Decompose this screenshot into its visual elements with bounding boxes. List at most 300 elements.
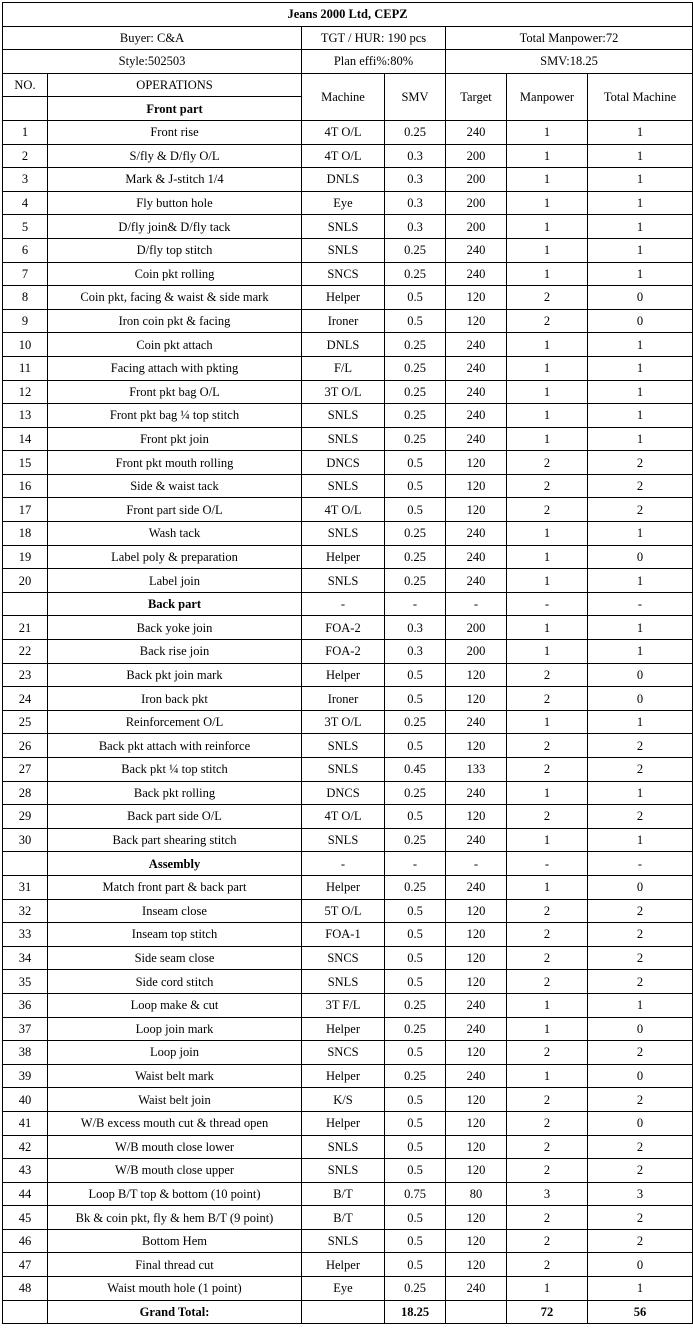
op-number: 18 bbox=[3, 522, 48, 546]
op-name: Bottom Hem bbox=[48, 1229, 302, 1253]
op-total-machine: 1 bbox=[588, 404, 693, 428]
op-manpower: 1 bbox=[507, 262, 588, 286]
table-row bbox=[3, 946, 693, 970]
op-smv: 0.25 bbox=[385, 1277, 446, 1301]
op-number: 24 bbox=[3, 687, 48, 711]
op-name: Loop make & cut bbox=[48, 993, 302, 1017]
op-target: 240 bbox=[446, 356, 507, 380]
op-target: 240 bbox=[446, 781, 507, 805]
op-number: 31 bbox=[3, 875, 48, 899]
plan-efficiency-cell: Plan effi%:80% bbox=[302, 50, 446, 74]
op-name: Front pkt bag O/L bbox=[48, 380, 302, 404]
op-smv: 0.5 bbox=[385, 1159, 446, 1183]
op-number: 48 bbox=[3, 1277, 48, 1301]
op-target: 120 bbox=[446, 734, 507, 758]
op-number: 4 bbox=[3, 191, 48, 215]
op-target: 133 bbox=[446, 758, 507, 782]
op-machine: Helper bbox=[302, 1111, 385, 1135]
op-number: 19 bbox=[3, 545, 48, 569]
op-target: 120 bbox=[446, 1253, 507, 1277]
op-smv: 0.5 bbox=[385, 1206, 446, 1230]
grand-total-machine: 56 bbox=[588, 1300, 693, 1324]
table-row bbox=[3, 238, 693, 262]
section-dash: - bbox=[302, 852, 385, 876]
op-target: 120 bbox=[446, 286, 507, 310]
op-total-machine: 0 bbox=[588, 663, 693, 687]
op-machine: DNLS bbox=[302, 333, 385, 357]
op-total-machine: 0 bbox=[588, 1111, 693, 1135]
section-heading: Back part bbox=[48, 592, 302, 616]
op-target: 120 bbox=[446, 1088, 507, 1112]
op-target: 240 bbox=[446, 522, 507, 546]
op-smv: 0.5 bbox=[385, 923, 446, 947]
op-smv: 0.5 bbox=[385, 734, 446, 758]
op-name: Back pkt rolling bbox=[48, 781, 302, 805]
op-machine: SNLS bbox=[302, 970, 385, 994]
op-machine: 3T F/L bbox=[302, 993, 385, 1017]
section-heading-front-part: Front part bbox=[48, 97, 302, 121]
op-total-machine: 1 bbox=[588, 262, 693, 286]
op-total-machine: 2 bbox=[588, 1159, 693, 1183]
table-row bbox=[3, 404, 693, 428]
op-total-machine: 2 bbox=[588, 498, 693, 522]
table-row bbox=[3, 1088, 693, 1112]
op-manpower: 1 bbox=[507, 1277, 588, 1301]
op-machine: SNLS bbox=[302, 734, 385, 758]
table-row bbox=[3, 970, 693, 994]
op-machine: SNLS bbox=[302, 758, 385, 782]
op-manpower: 2 bbox=[507, 1135, 588, 1159]
op-target: 240 bbox=[446, 262, 507, 286]
table-row bbox=[3, 1277, 693, 1301]
op-smv: 0.25 bbox=[385, 333, 446, 357]
op-target: 120 bbox=[446, 1229, 507, 1253]
section-dash: - bbox=[302, 592, 385, 616]
op-name: Inseam close bbox=[48, 899, 302, 923]
op-target: 120 bbox=[446, 498, 507, 522]
op-number: 17 bbox=[3, 498, 48, 522]
op-name: Back rise join bbox=[48, 640, 302, 664]
op-name: Front pkt bag ¼ top stitch bbox=[48, 404, 302, 428]
op-name: Loop B/T top & bottom (10 point) bbox=[48, 1182, 302, 1206]
op-manpower: 1 bbox=[507, 616, 588, 640]
op-target: 80 bbox=[446, 1182, 507, 1206]
op-smv: 0.5 bbox=[385, 687, 446, 711]
op-total-machine: 1 bbox=[588, 569, 693, 593]
op-manpower: 1 bbox=[507, 238, 588, 262]
op-manpower: 2 bbox=[507, 1041, 588, 1065]
op-name: Side & waist tack bbox=[48, 474, 302, 498]
table-row bbox=[3, 1064, 693, 1088]
op-number: 16 bbox=[3, 474, 48, 498]
op-smv: 0.5 bbox=[385, 970, 446, 994]
op-name: Reinforcement O/L bbox=[48, 710, 302, 734]
op-name: Facing attach with pkting bbox=[48, 356, 302, 380]
op-number: 21 bbox=[3, 616, 48, 640]
table-row bbox=[3, 498, 693, 522]
op-machine: SNLS bbox=[302, 427, 385, 451]
op-manpower: 1 bbox=[507, 545, 588, 569]
op-machine: K/S bbox=[302, 1088, 385, 1112]
op-smv: 0.3 bbox=[385, 144, 446, 168]
op-total-machine: 2 bbox=[588, 474, 693, 498]
op-name: Front pkt join bbox=[48, 427, 302, 451]
op-name: Match front part & back part bbox=[48, 875, 302, 899]
op-total-machine: 1 bbox=[588, 522, 693, 546]
op-machine: 4T O/L bbox=[302, 120, 385, 144]
op-number: 2 bbox=[3, 144, 48, 168]
op-target: 120 bbox=[446, 946, 507, 970]
op-total-machine: 2 bbox=[588, 451, 693, 475]
op-machine: 3T O/L bbox=[302, 380, 385, 404]
op-number: 32 bbox=[3, 899, 48, 923]
op-total-machine: 1 bbox=[588, 781, 693, 805]
op-target: 120 bbox=[446, 970, 507, 994]
op-machine: DNCS bbox=[302, 781, 385, 805]
section-no-blank bbox=[3, 592, 48, 616]
op-smv: 0.3 bbox=[385, 191, 446, 215]
op-name: Bk & coin pkt, fly & hem B/T (9 point) bbox=[48, 1206, 302, 1230]
op-smv: 0.5 bbox=[385, 474, 446, 498]
op-name: Back yoke join bbox=[48, 616, 302, 640]
op-manpower: 2 bbox=[507, 451, 588, 475]
header-target: Target bbox=[446, 73, 507, 120]
op-total-machine: 2 bbox=[588, 970, 693, 994]
op-target: 200 bbox=[446, 168, 507, 192]
op-target: 240 bbox=[446, 238, 507, 262]
op-smv: 0.5 bbox=[385, 451, 446, 475]
op-machine: SNLS bbox=[302, 215, 385, 239]
op-target: 240 bbox=[446, 1017, 507, 1041]
op-total-machine: 0 bbox=[588, 1017, 693, 1041]
total-machine-type-blank bbox=[302, 1300, 385, 1324]
op-number: 29 bbox=[3, 805, 48, 829]
section-dash: - bbox=[507, 592, 588, 616]
table-row bbox=[3, 474, 693, 498]
table-row bbox=[3, 545, 693, 569]
op-number: 22 bbox=[3, 640, 48, 664]
op-number: 13 bbox=[3, 404, 48, 428]
op-machine: FOA-2 bbox=[302, 616, 385, 640]
op-total-machine: 0 bbox=[588, 875, 693, 899]
op-manpower: 1 bbox=[507, 215, 588, 239]
section-heading: Assembly bbox=[48, 852, 302, 876]
op-manpower: 2 bbox=[507, 946, 588, 970]
table-row bbox=[3, 144, 693, 168]
op-manpower: 1 bbox=[507, 191, 588, 215]
op-smv: 0.25 bbox=[385, 120, 446, 144]
op-target: 200 bbox=[446, 640, 507, 664]
table-row bbox=[3, 1182, 693, 1206]
op-number: 39 bbox=[3, 1064, 48, 1088]
op-manpower: 2 bbox=[507, 474, 588, 498]
table-row bbox=[3, 215, 693, 239]
op-name: W/B excess mouth cut & thread open bbox=[48, 1111, 302, 1135]
target-per-hour-cell: TGT / HUR: 190 pcs bbox=[302, 26, 446, 50]
table-row bbox=[3, 1017, 693, 1041]
grand-total-manpower: 72 bbox=[507, 1300, 588, 1324]
op-smv: 0.25 bbox=[385, 710, 446, 734]
op-smv: 0.5 bbox=[385, 1253, 446, 1277]
op-number: 42 bbox=[3, 1135, 48, 1159]
section-dash: - bbox=[385, 852, 446, 876]
op-smv: 0.5 bbox=[385, 286, 446, 310]
op-target: 240 bbox=[446, 828, 507, 852]
header-manpower: Manpower bbox=[507, 73, 588, 120]
op-total-machine: 2 bbox=[588, 1041, 693, 1065]
op-machine: Helper bbox=[302, 1017, 385, 1041]
op-smv: 0.25 bbox=[385, 993, 446, 1017]
op-name: Fly button hole bbox=[48, 191, 302, 215]
op-smv: 0.5 bbox=[385, 1088, 446, 1112]
op-smv: 0.45 bbox=[385, 758, 446, 782]
op-machine: SNLS bbox=[302, 1159, 385, 1183]
table-row bbox=[3, 191, 693, 215]
table-row bbox=[3, 1041, 693, 1065]
op-manpower: 2 bbox=[507, 734, 588, 758]
op-number: 38 bbox=[3, 1041, 48, 1065]
op-target: 120 bbox=[446, 1111, 507, 1135]
op-manpower: 2 bbox=[507, 1088, 588, 1112]
op-smv: 0.25 bbox=[385, 404, 446, 428]
op-target: 240 bbox=[446, 710, 507, 734]
op-name: S/fly & D/fly O/L bbox=[48, 144, 302, 168]
table-row bbox=[3, 875, 693, 899]
section-dash: - bbox=[446, 592, 507, 616]
op-manpower: 1 bbox=[507, 120, 588, 144]
op-manpower: 1 bbox=[507, 522, 588, 546]
op-smv: 0.25 bbox=[385, 238, 446, 262]
header-total-machine: Total Machine bbox=[588, 73, 693, 120]
op-machine: 3T O/L bbox=[302, 710, 385, 734]
op-total-machine: 1 bbox=[588, 1277, 693, 1301]
op-total-machine: 2 bbox=[588, 899, 693, 923]
op-machine: 4T O/L bbox=[302, 805, 385, 829]
op-machine: Ironer bbox=[302, 309, 385, 333]
op-name: Coin pkt attach bbox=[48, 333, 302, 357]
table-row bbox=[3, 993, 693, 1017]
company-title: Jeans 2000 Ltd, CEPZ bbox=[3, 3, 693, 27]
op-manpower: 2 bbox=[507, 970, 588, 994]
op-manpower: 1 bbox=[507, 781, 588, 805]
table-row bbox=[3, 356, 693, 380]
op-machine: Helper bbox=[302, 286, 385, 310]
table-row bbox=[3, 168, 693, 192]
op-name: Inseam top stitch bbox=[48, 923, 302, 947]
op-target: 200 bbox=[446, 616, 507, 640]
op-total-machine: 0 bbox=[588, 1253, 693, 1277]
op-machine: FOA-1 bbox=[302, 923, 385, 947]
op-manpower: 1 bbox=[507, 569, 588, 593]
op-total-machine: 0 bbox=[588, 545, 693, 569]
op-manpower: 1 bbox=[507, 710, 588, 734]
op-number: 8 bbox=[3, 286, 48, 310]
op-total-machine: 1 bbox=[588, 120, 693, 144]
op-machine: 4T O/L bbox=[302, 498, 385, 522]
section-dash: - bbox=[507, 852, 588, 876]
op-number: 5 bbox=[3, 215, 48, 239]
op-target: 120 bbox=[446, 474, 507, 498]
op-machine: Helper bbox=[302, 545, 385, 569]
op-target: 200 bbox=[446, 144, 507, 168]
table-row bbox=[3, 1159, 693, 1183]
op-total-machine: 1 bbox=[588, 427, 693, 451]
op-name: Back pkt ¼ top stitch bbox=[48, 758, 302, 782]
op-name: Waist mouth hole (1 point) bbox=[48, 1277, 302, 1301]
section-heading-row bbox=[3, 852, 693, 876]
op-target: 240 bbox=[446, 875, 507, 899]
op-name: D/fly join& D/fly tack bbox=[48, 215, 302, 239]
total-target-blank bbox=[446, 1300, 507, 1324]
op-smv: 0.75 bbox=[385, 1182, 446, 1206]
op-name: Front pkt mouth rolling bbox=[48, 451, 302, 475]
op-number: 11 bbox=[3, 356, 48, 380]
op-smv: 0.25 bbox=[385, 522, 446, 546]
op-manpower: 1 bbox=[507, 993, 588, 1017]
op-smv: 0.5 bbox=[385, 899, 446, 923]
op-target: 240 bbox=[446, 993, 507, 1017]
op-target: 120 bbox=[446, 1159, 507, 1183]
op-number: 34 bbox=[3, 946, 48, 970]
op-manpower: 1 bbox=[507, 168, 588, 192]
op-machine: SNLS bbox=[302, 569, 385, 593]
op-number: 36 bbox=[3, 993, 48, 1017]
op-target: 120 bbox=[446, 1135, 507, 1159]
table-row bbox=[3, 569, 693, 593]
op-name: Back pkt join mark bbox=[48, 663, 302, 687]
section-dash: - bbox=[385, 592, 446, 616]
op-smv: 0.5 bbox=[385, 1041, 446, 1065]
op-total-machine: 2 bbox=[588, 923, 693, 947]
op-total-machine: 2 bbox=[588, 805, 693, 829]
op-name: Loop join bbox=[48, 1041, 302, 1065]
op-target: 240 bbox=[446, 427, 507, 451]
op-target: 120 bbox=[446, 687, 507, 711]
section-dash: - bbox=[588, 592, 693, 616]
op-name: Front rise bbox=[48, 120, 302, 144]
op-total-machine: 1 bbox=[588, 168, 693, 192]
header-smv: SMV bbox=[385, 73, 446, 120]
table-row bbox=[3, 734, 693, 758]
op-target: 240 bbox=[446, 380, 507, 404]
table-row bbox=[3, 286, 693, 310]
op-name: Front part side O/L bbox=[48, 498, 302, 522]
op-smv: 0.25 bbox=[385, 569, 446, 593]
op-name: Back part shearing stitch bbox=[48, 828, 302, 852]
op-name: Waist belt join bbox=[48, 1088, 302, 1112]
op-target: 240 bbox=[446, 1277, 507, 1301]
op-number: 3 bbox=[3, 168, 48, 192]
op-manpower: 1 bbox=[507, 356, 588, 380]
table-row bbox=[3, 380, 693, 404]
table-row bbox=[3, 1111, 693, 1135]
table-row bbox=[3, 805, 693, 829]
table-row bbox=[3, 522, 693, 546]
table-row bbox=[3, 663, 693, 687]
op-target: 240 bbox=[446, 404, 507, 428]
op-machine: DNLS bbox=[302, 168, 385, 192]
op-target: 120 bbox=[446, 805, 507, 829]
op-machine: SNLS bbox=[302, 474, 385, 498]
op-total-machine: 1 bbox=[588, 333, 693, 357]
op-manpower: 2 bbox=[507, 498, 588, 522]
op-target: 240 bbox=[446, 120, 507, 144]
operation-breakdown-table bbox=[2, 2, 693, 1324]
op-smv: 0.5 bbox=[385, 1229, 446, 1253]
table-row bbox=[3, 616, 693, 640]
op-smv: 0.5 bbox=[385, 309, 446, 333]
op-machine: B/T bbox=[302, 1182, 385, 1206]
op-smv: 0.3 bbox=[385, 616, 446, 640]
op-manpower: 2 bbox=[507, 923, 588, 947]
section-dash: - bbox=[588, 852, 693, 876]
op-machine: SNLS bbox=[302, 828, 385, 852]
op-target: 240 bbox=[446, 1064, 507, 1088]
table-row bbox=[3, 333, 693, 357]
table-row bbox=[3, 1135, 693, 1159]
op-manpower: 1 bbox=[507, 1064, 588, 1088]
op-total-machine: 1 bbox=[588, 828, 693, 852]
op-number: 30 bbox=[3, 828, 48, 852]
op-total-machine: 1 bbox=[588, 144, 693, 168]
smv-summary-cell: SMV:18.25 bbox=[446, 50, 693, 74]
op-total-machine: 1 bbox=[588, 710, 693, 734]
op-smv: 0.25 bbox=[385, 427, 446, 451]
op-target: 120 bbox=[446, 1041, 507, 1065]
table-row bbox=[3, 828, 693, 852]
table-row bbox=[3, 1229, 693, 1253]
op-manpower: 1 bbox=[507, 1017, 588, 1041]
op-machine: SNLS bbox=[302, 238, 385, 262]
op-total-machine: 2 bbox=[588, 1088, 693, 1112]
op-manpower: 2 bbox=[507, 899, 588, 923]
grand-total-label: Grand Total: bbox=[48, 1300, 302, 1324]
op-name: Side cord stitch bbox=[48, 970, 302, 994]
op-name: Label join bbox=[48, 569, 302, 593]
op-name: Wash tack bbox=[48, 522, 302, 546]
op-total-machine: 2 bbox=[588, 1206, 693, 1230]
op-number: 40 bbox=[3, 1088, 48, 1112]
op-number: 12 bbox=[3, 380, 48, 404]
section-heading-row bbox=[3, 592, 693, 616]
header-machine: Machine bbox=[302, 73, 385, 120]
table-row bbox=[3, 923, 693, 947]
op-manpower: 1 bbox=[507, 380, 588, 404]
op-manpower: 1 bbox=[507, 333, 588, 357]
op-manpower: 1 bbox=[507, 404, 588, 428]
op-target: 200 bbox=[446, 215, 507, 239]
op-target: 120 bbox=[446, 1206, 507, 1230]
op-number: 45 bbox=[3, 1206, 48, 1230]
op-number: 46 bbox=[3, 1229, 48, 1253]
op-number: 15 bbox=[3, 451, 48, 475]
header-no: NO. bbox=[3, 73, 48, 97]
op-name: W/B mouth close upper bbox=[48, 1159, 302, 1183]
op-name: Coin pkt, facing & waist & side mark bbox=[48, 286, 302, 310]
grand-total-smv: 18.25 bbox=[385, 1300, 446, 1324]
op-machine: SNLS bbox=[302, 1229, 385, 1253]
header-no-spacer bbox=[3, 97, 48, 121]
op-manpower: 2 bbox=[507, 1159, 588, 1183]
op-name: Back part side O/L bbox=[48, 805, 302, 829]
op-machine: SNCS bbox=[302, 1041, 385, 1065]
op-number: 14 bbox=[3, 427, 48, 451]
op-name: Coin pkt rolling bbox=[48, 262, 302, 286]
op-number: 28 bbox=[3, 781, 48, 805]
op-machine: Eye bbox=[302, 1277, 385, 1301]
op-machine: FOA-2 bbox=[302, 640, 385, 664]
op-target: 120 bbox=[446, 923, 507, 947]
